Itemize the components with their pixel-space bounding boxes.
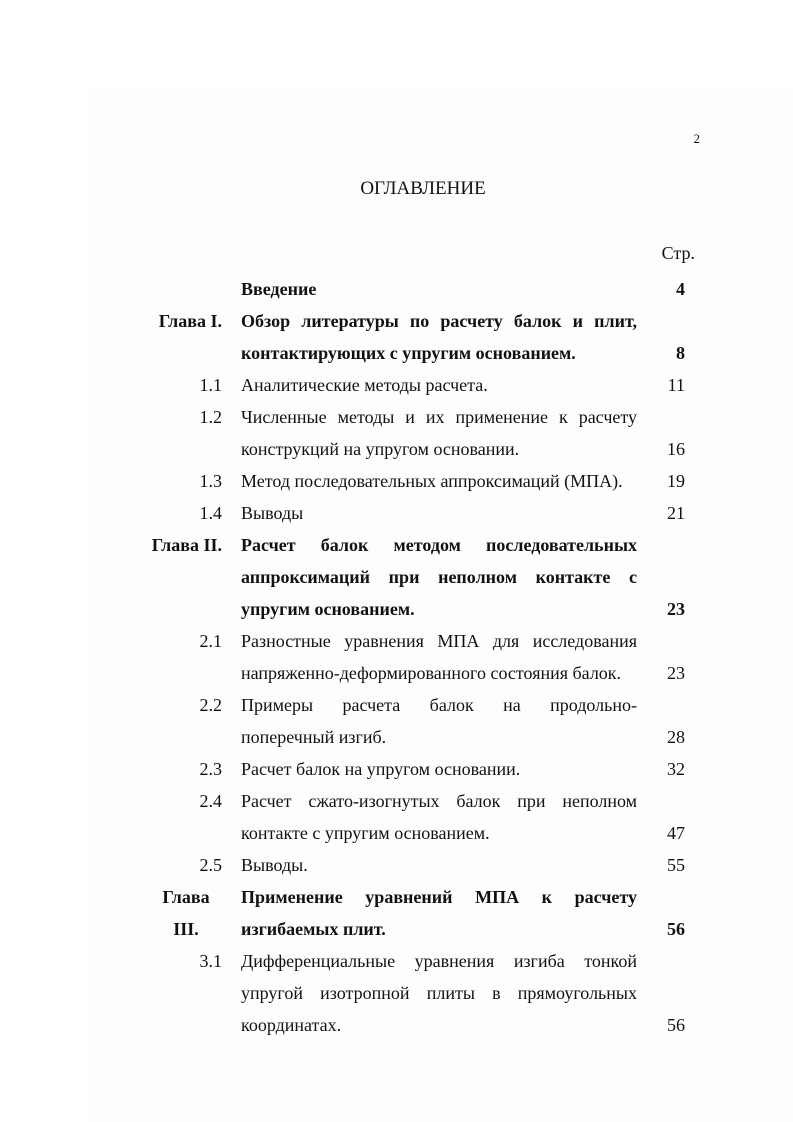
toc-entry-label: 3.1	[199, 951, 222, 971]
toc-entry-title-line: изгибаемых плит.	[241, 919, 386, 939]
toc-entry-title-line: контакте с упругим основанием.	[241, 823, 490, 843]
toc-entry-title-line: Расчет сжато-изогнутых балок при неполном	[241, 791, 637, 811]
toc-entry-page: 28	[667, 727, 685, 747]
page-number: 2	[693, 131, 700, 146]
toc-entry-page: 32	[667, 759, 685, 779]
toc-entry-label: 1.2	[199, 407, 222, 427]
toc-entry-title-line: Обзор литературы по расчету балок и плит,	[241, 311, 637, 331]
toc-entry-label-line: Глава	[162, 887, 210, 907]
toc-entry-section-2-5[interactable]	[0, 849, 793, 881]
toc-entry-title	[241, 945, 637, 1041]
toc-entry-title-line: упругой изотропной плиты в прямоугольных	[241, 983, 637, 1003]
toc-entry-chapter-1[interactable]	[0, 305, 793, 369]
toc-entry-title-line: Введение	[241, 279, 317, 299]
toc-entry-title	[241, 849, 637, 881]
toc-entry-label: 1.1	[199, 375, 222, 395]
toc-entry-label: 2.1	[199, 631, 222, 651]
toc-entry-title	[241, 753, 637, 785]
toc-entry-title	[241, 625, 637, 689]
toc-entry-title-line: Выводы.	[241, 855, 308, 875]
toc-entry-chapter-3[interactable]	[0, 881, 793, 945]
toc-entry-title-line: Аналитические методы расчета.	[241, 375, 488, 395]
toc-entry-section-2-3[interactable]	[0, 753, 793, 785]
table-of-contents	[0, 273, 793, 1041]
toc-entry-label	[0, 881, 222, 945]
toc-entry-title-line: конструкций на упругом основании.	[241, 439, 520, 459]
toc-entry-page: 4	[676, 279, 685, 299]
toc-entry-page: 23	[667, 663, 685, 683]
pages-column-header: Стр.	[661, 243, 695, 263]
toc-entry-page: 16	[667, 439, 685, 459]
toc-entry-label: 2.2	[199, 695, 222, 715]
toc-entry-title-line: Расчет балок на упругом основании.	[241, 759, 521, 779]
toc-entry-label: 2.4	[199, 791, 222, 811]
toc-entry-title	[241, 273, 637, 305]
toc-entry-page: 56	[667, 1015, 685, 1035]
toc-entry-title-line: Применение уравнений МПА к расчету	[241, 887, 637, 907]
toc-entry-title-line: контактирующих с упругим основанием.	[241, 343, 576, 363]
toc-entry-title	[241, 881, 637, 945]
toc-entry-title	[241, 465, 637, 497]
toc-entry-title-line: поперечный изгиб.	[241, 727, 387, 747]
toc-entry-section-2-2[interactable]	[0, 689, 793, 753]
toc-entry-title	[241, 497, 637, 529]
toc-entry-page: 47	[667, 823, 685, 843]
toc-entry-title-line: упругим основанием.	[241, 599, 415, 619]
toc-entry-title	[241, 529, 637, 625]
toc-entry-title-line: Разностные уравнения МПА для исследования	[241, 631, 637, 651]
toc-entry-page: 56	[667, 919, 685, 939]
toc-entry-title-line: Расчет балок методом последовательных	[241, 535, 637, 555]
toc-entry-label: 1.3	[199, 471, 222, 491]
toc-entry-label: 2.3	[199, 759, 222, 779]
toc-entry-title-line: напряженно-деформированного состояния балок.	[241, 663, 622, 683]
toc-entry-page: 55	[667, 855, 685, 875]
toc-entry-introduction[interactable]	[0, 273, 793, 305]
toc-entry-section-2-4[interactable]	[0, 785, 793, 849]
toc-entry-section-1-2[interactable]	[0, 401, 793, 465]
toc-entry-title-line: Метод последовательных аппроксимаций (МПА).	[241, 471, 623, 491]
toc-entry-title	[241, 369, 637, 401]
toc-entry-page: 23	[667, 599, 685, 619]
toc-entry-label: 1.4	[199, 503, 222, 523]
toc-entry-title-line: аппроксимаций при неполном контакте с	[241, 567, 637, 587]
toc-entry-title-line: Примеры расчета балок на продольно-	[241, 695, 637, 715]
toc-entry-label: Глава II.	[151, 535, 222, 555]
toc-entry-page: 8	[676, 343, 685, 363]
toc-entry-section-2-1[interactable]	[0, 625, 793, 689]
toc-entry-label-line: III.	[173, 919, 199, 939]
toc-entry-title	[241, 689, 637, 753]
toc-entry-label: Глава I.	[158, 311, 222, 331]
toc-entry-title	[241, 305, 637, 369]
toc-entry-title	[241, 401, 637, 465]
page-title: ОГЛАВЛЕНИЕ	[360, 178, 486, 199]
toc-entry-title-line: Выводы	[241, 503, 304, 523]
toc-entry-section-3-1[interactable]	[0, 945, 793, 1041]
toc-entry-title-line: Дифференциальные уравнения изгиба тонкой	[241, 951, 637, 971]
toc-entry-page: 21	[667, 503, 685, 523]
toc-entry-page: 11	[667, 375, 685, 395]
toc-entry-page: 19	[667, 471, 685, 491]
toc-entry-title-line: Численные методы и их применение к расчету	[241, 407, 637, 427]
toc-entry-section-1-3[interactable]	[0, 465, 793, 497]
toc-entry-section-1-1[interactable]	[0, 369, 793, 401]
toc-entry-chapter-2[interactable]	[0, 529, 793, 625]
toc-entry-label: 2.5	[199, 855, 222, 875]
toc-entry-section-1-4[interactable]	[0, 497, 793, 529]
toc-entry-title-line: координатах.	[241, 1015, 342, 1035]
toc-entry-title	[241, 785, 637, 849]
